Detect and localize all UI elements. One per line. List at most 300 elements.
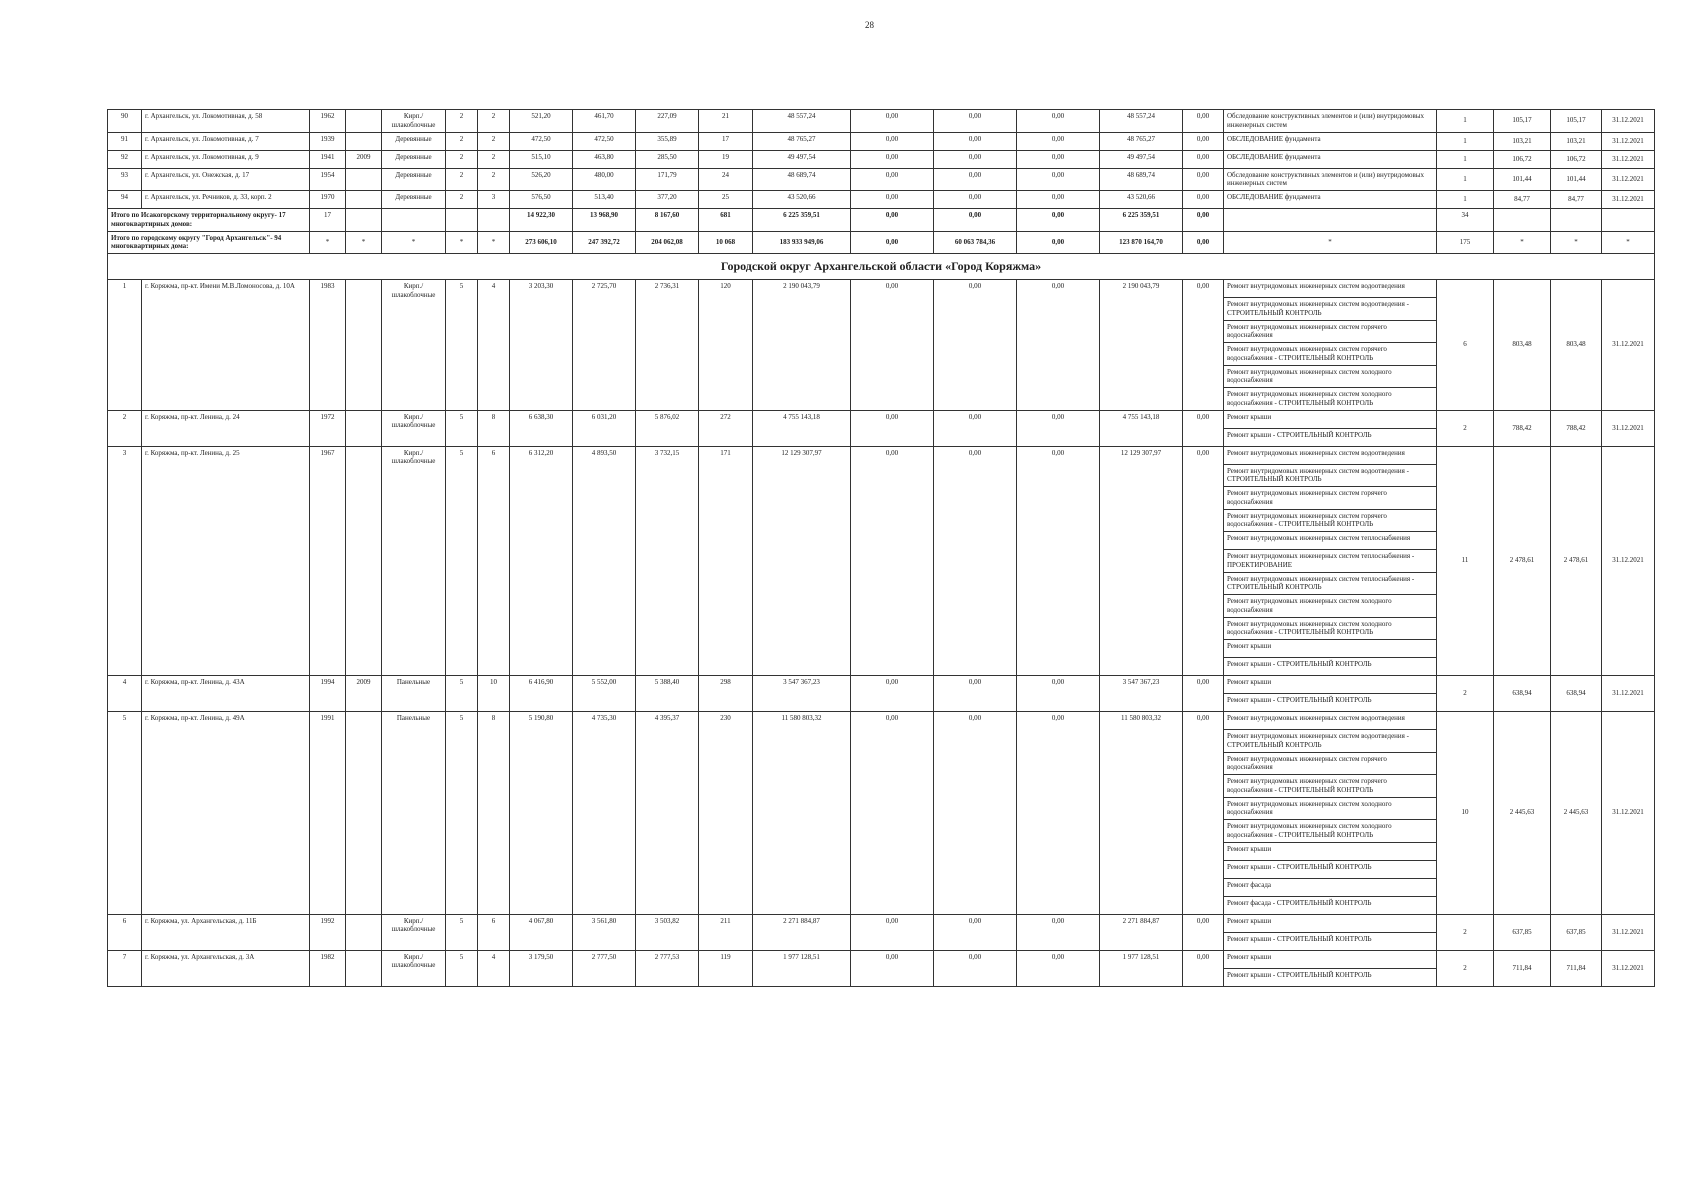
total-territory-area-total: 14 922,30 (510, 209, 573, 232)
cell-fund-other: 0,00 (1183, 132, 1224, 150)
cell-no: 2 (108, 410, 142, 446)
cell-fund-owners: 1 977 128,51 (1100, 950, 1183, 986)
cell-fund-local: 0,00 (1017, 950, 1100, 986)
cell-cost-per-m2-max: 106,72 (1551, 150, 1602, 168)
cell-area-residential: 377,20 (636, 191, 699, 209)
work-item: Ремонт внутридомовых инженерных систем теплоснабжения - СТРОИТЕЛЬНЫЙ КОНТРОЛЬ (1224, 573, 1436, 596)
cell-fund-local: 0,00 (1017, 132, 1100, 150)
table-row (108, 410, 1655, 446)
cell-area-total: 6 638,30 (510, 410, 573, 446)
cell-deadline: 31.12.2021 (1602, 676, 1655, 712)
work-item: Ремонт внутридомовых инженерных систем горячего водоснабжения - СТРОИТЕЛЬНЫЙ КОНТРОЛЬ (1224, 343, 1436, 366)
cell-area-total-premises: 463,80 (573, 150, 636, 168)
cell-entrances: 4 (478, 280, 510, 411)
cell-floors: 5 (446, 914, 478, 950)
cell-works (1224, 712, 1437, 915)
cell-count: 6 (1437, 280, 1494, 411)
cell-cost-per-m2: 711,84 (1494, 950, 1551, 986)
work-item: Ремонт крыши (1224, 411, 1436, 429)
cell-fund-federal: 0,00 (851, 410, 934, 446)
work-item: Ремонт крыши - СТРОИТЕЛЬНЫЙ КОНТРОЛЬ (1227, 970, 1372, 979)
cell-fund-subject: 0,00 (934, 280, 1017, 411)
cell-fund-other: 0,00 (1183, 914, 1224, 950)
cell-fund-subject: 0,00 (934, 914, 1017, 950)
cell-deadline: 31.12.2021 (1602, 110, 1655, 133)
cell-wall-material: Деревянные (382, 132, 446, 150)
cell-works (1224, 676, 1437, 712)
work-item: Ремонт внутридомовых инженерных систем горячего водоснабжения (1224, 753, 1436, 776)
cell-year-built: 1970 (310, 191, 346, 209)
cell-cost-total: 1 977 128,51 (753, 950, 851, 986)
cell-area-total: 521,20 (510, 110, 573, 133)
table-row (108, 191, 1655, 209)
work-item: ОБСЛЕДОВАНИЕ фундамента (1227, 152, 1321, 161)
section-title: Городской округ Архангельской области «Город Коряжма» (108, 254, 1655, 280)
total-territory-fund-other: 0,00 (1183, 209, 1224, 232)
total-city-count: 175 (1437, 231, 1494, 254)
cell-count: 11 (1437, 446, 1494, 676)
cell-no: 4 (108, 676, 142, 712)
work-item: Ремонт внутридомовых инженерных систем холодного водоснабжения - СТРОИТЕЛЬНЫЙ КОНТРОЛЬ (1224, 820, 1436, 843)
total-territory-area-residential: 8 167,60 (636, 209, 699, 232)
cell-cost-total: 49 497,54 (753, 150, 851, 168)
work-item: Ремонт фасада - СТРОИТЕЛЬНЫЙ КОНТРОЛЬ (1227, 898, 1372, 907)
cell-area-residential: 2 736,31 (636, 280, 699, 411)
cell-fund-federal: 0,00 (851, 168, 934, 191)
work-item: Ремонт внутридомовых инженерных систем теплоснабжения - ПРОЕКТИРОВАНИЕ (1224, 550, 1436, 573)
cell-floors: 5 (446, 712, 478, 915)
cell-area-total: 3 179,50 (510, 950, 573, 986)
cell-area-residential: 355,89 (636, 132, 699, 150)
cell-year-built: 1962 (310, 110, 346, 133)
cell-count: 1 (1437, 191, 1494, 209)
total-city-star: * (346, 231, 382, 254)
cell-fund-federal: 0,00 (851, 110, 934, 133)
work-item: Ремонт внутридомовых инженерных систем водоотведения - СТРОИТЕЛЬНЫЙ КОНТРОЛЬ (1224, 730, 1436, 753)
cell-entrances: 2 (478, 110, 510, 133)
cell-area-residential: 227,09 (636, 110, 699, 133)
cell-area-total-premises: 480,00 (573, 168, 636, 191)
cell-registered: 24 (699, 168, 753, 191)
total-city-registered: 10 068 (699, 231, 753, 254)
cell-year-built: 1941 (310, 150, 346, 168)
cell-fund-other: 0,00 (1183, 950, 1224, 986)
cell-wall-material: Кирп./ шлакоблочные (382, 410, 446, 446)
cell-area-total-premises: 461,70 (573, 110, 636, 133)
cell-deadline: 31.12.2021 (1602, 150, 1655, 168)
cell-deadline: 31.12.2021 (1602, 168, 1655, 191)
cell-fund-local: 0,00 (1017, 410, 1100, 446)
cell-fund-subject: 0,00 (934, 446, 1017, 676)
cell-registered: 298 (699, 676, 753, 712)
cell-count: 1 (1437, 168, 1494, 191)
cell-registered: 230 (699, 712, 753, 915)
work-item: Ремонт внутридомовых инженерных систем холодного водоснабжения - СТРОИТЕЛЬНЫЙ КОНТРОЛЬ (1224, 618, 1436, 641)
cell-fund-subject: 0,00 (934, 950, 1017, 986)
work-item: Ремонт внутридомовых инженерных систем водоотведения - СТРОИТЕЛЬНЫЙ КОНТРОЛЬ (1224, 298, 1436, 321)
work-item: Ремонт внутридомовых инженерных систем теплоснабжения (1224, 532, 1436, 550)
cell-registered: 120 (699, 280, 753, 411)
cell-cost-per-m2: 2 478,61 (1494, 446, 1551, 676)
cell-year-reconstruction (346, 168, 382, 191)
cell-year-reconstruction (346, 280, 382, 411)
cell-fund-federal: 0,00 (851, 676, 934, 712)
cell-wall-material: Деревянные (382, 191, 446, 209)
work-item: Ремонт внутридомовых инженерных систем водоотведения (1224, 447, 1436, 465)
cell-cost-total: 3 547 367,23 (753, 676, 851, 712)
cell-cost-per-m2-max: 803,48 (1551, 280, 1602, 411)
work-item: Ремонт крыши - СТРОИТЕЛЬНЫЙ КОНТРОЛЬ (1227, 660, 1372, 668)
cell-fund-federal: 0,00 (851, 712, 934, 915)
cell-works (1224, 950, 1437, 986)
cell-area-residential: 4 395,37 (636, 712, 699, 915)
cell-fund-local: 0,00 (1017, 168, 1100, 191)
work-item: Ремонт внутридомовых инженерных систем холодного водоснабжения (1224, 595, 1436, 618)
cell-registered: 19 (699, 150, 753, 168)
cell-year-reconstruction: 2009 (346, 150, 382, 168)
total-city-fund-subject: 60 063 784,36 (934, 231, 1017, 254)
cell-fund-other: 0,00 (1183, 110, 1224, 133)
cell-fund-federal: 0,00 (851, 150, 934, 168)
cell-floors: 5 (446, 410, 478, 446)
cell-fund-other: 0,00 (1183, 168, 1224, 191)
cell-cost-per-m2-max: 788,42 (1551, 410, 1602, 446)
total-city-fund-owners: 123 870 164,70 (1100, 231, 1183, 254)
table-top-body (108, 110, 1655, 209)
table-row (108, 150, 1655, 168)
cell-entrances: 6 (478, 914, 510, 950)
cell-year-reconstruction (346, 132, 382, 150)
cell-year-reconstruction: 2009 (346, 676, 382, 712)
cell-year-built: 1967 (310, 446, 346, 676)
cell-count: 2 (1437, 914, 1494, 950)
cell-fund-federal: 0,00 (851, 132, 934, 150)
cell-no: 6 (108, 914, 142, 950)
work-item: Ремонт внутридомовых инженерных систем водоотведения (1224, 712, 1436, 730)
cell-address: г. Архангельск, ул. Речников, д. 33, корп. 2 (142, 191, 310, 209)
cell-floors: 5 (446, 446, 478, 676)
cell-wall-material: Деревянные (382, 150, 446, 168)
cell-address: г. Коряжма, пр-кт. Ленина, д. 25 (142, 446, 310, 676)
cell-cost-per-m2-max: 637,85 (1551, 914, 1602, 950)
cell-registered: 171 (699, 446, 753, 676)
cell-no: 91 (108, 132, 142, 150)
total-city-star: * (382, 231, 446, 254)
work-item: Ремонт крыши (1224, 676, 1436, 694)
work-item: Ремонт внутридомовых инженерных систем холодного водоснабжения (1224, 366, 1436, 389)
cell-works (1224, 280, 1437, 411)
total-city-star: * (446, 231, 478, 254)
cell-floors: 2 (446, 132, 478, 150)
cell-works (1224, 914, 1437, 950)
work-item: Ремонт внутридомовых инженерных систем водоотведения - СТРОИТЕЛЬНЫЙ КОНТРОЛЬ (1224, 465, 1436, 488)
cell-fund-local: 0,00 (1017, 712, 1100, 915)
work-item: ОБСЛЕДОВАНИЕ фундамента (1227, 193, 1321, 201)
work-item: Ремонт крыши - СТРОИТЕЛЬНЫЙ КОНТРОЛЬ (1224, 861, 1436, 879)
cell-deadline: 31.12.2021 (1602, 191, 1655, 209)
cell-fund-subject: 0,00 (934, 676, 1017, 712)
cell-area-residential: 3 732,15 (636, 446, 699, 676)
cell-area-total-premises: 472,50 (573, 132, 636, 150)
cell-registered: 211 (699, 914, 753, 950)
cell-count: 2 (1437, 410, 1494, 446)
cell-cost-total: 4 755 143,18 (753, 410, 851, 446)
cell-year-built: 1972 (310, 410, 346, 446)
cell-registered: 21 (699, 110, 753, 133)
cell-fund-other: 0,00 (1183, 150, 1224, 168)
cell-address: г. Архангельск, ул. Онежская, д. 17 (142, 168, 310, 191)
cell-count: 1 (1437, 110, 1494, 133)
cell-cost-per-m2-max: 711,84 (1551, 950, 1602, 986)
cell-works (1224, 446, 1437, 676)
cell-address: г. Коряжма, пр-кт. Ленина, д. 49А (142, 712, 310, 915)
work-item: Ремонт внутридомовых инженерных систем холодного водоснабжения (1224, 798, 1436, 821)
cell-wall-material: Кирп./ шлакоблочные (382, 280, 446, 411)
cell-registered: 25 (699, 191, 753, 209)
work-item: Ремонт внутридомовых инженерных систем горячего водоснабжения (1224, 321, 1436, 344)
work-item: Ремонт крыши (1224, 843, 1436, 861)
cell-cost-total: 48 689,74 (753, 168, 851, 191)
work-item: Ремонт крыши (1224, 951, 1436, 969)
table-bottom-body (108, 280, 1655, 987)
section-row (108, 254, 1655, 280)
cell-year-built: 1991 (310, 712, 346, 915)
cell-cost-per-m2-max: 2 478,61 (1551, 446, 1602, 676)
cell-cost-total: 2 190 043,79 (753, 280, 851, 411)
cell-year-built: 1992 (310, 914, 346, 950)
cell-deadline: 31.12.2021 (1602, 950, 1655, 986)
cell-area-total-premises: 2 725,70 (573, 280, 636, 411)
cell-wall-material: Кирп./ шлакоблочные (382, 446, 446, 676)
table-row (108, 280, 1655, 411)
cell-cost-per-m2: 103,21 (1494, 132, 1551, 150)
cell-floors: 2 (446, 168, 478, 191)
cell-area-total: 576,50 (510, 191, 573, 209)
cell-count: 10 (1437, 712, 1494, 915)
cell-cost-per-m2-max: 105,17 (1551, 110, 1602, 133)
cell-floors: 2 (446, 110, 478, 133)
cell-works (1224, 410, 1437, 446)
work-item: Ремонт внутридомовых инженерных систем горячего водоснабжения - СТРОИТЕЛЬНЫЙ КОНТРОЛЬ (1224, 775, 1436, 798)
cell-deadline: 31.12.2021 (1602, 712, 1655, 915)
cell-deadline: 31.12.2021 (1602, 446, 1655, 676)
cell-entrances: 4 (478, 950, 510, 986)
cell-floors: 5 (446, 280, 478, 411)
total-city-star: * (478, 231, 510, 254)
cell-cost-per-m2-max: 103,21 (1551, 132, 1602, 150)
cell-area-total: 526,20 (510, 168, 573, 191)
cell-year-built: 1939 (310, 132, 346, 150)
cell-fund-federal: 0,00 (851, 191, 934, 209)
cell-area-residential: 5 388,40 (636, 676, 699, 712)
cell-cost-per-m2: 638,94 (1494, 676, 1551, 712)
work-item: Ремонт крыши (1224, 915, 1436, 933)
cell-area-residential: 5 876,02 (636, 410, 699, 446)
page-number: 28 (865, 20, 874, 30)
cell-deadline: 31.12.2021 (1602, 280, 1655, 411)
cell-area-total: 3 203,30 (510, 280, 573, 411)
work-item: Ремонт крыши - СТРОИТЕЛЬНЫЙ КОНТРОЛЬ (1227, 696, 1372, 704)
cell-entrances: 6 (478, 446, 510, 676)
cell-cost-per-m2: 637,85 (1494, 914, 1551, 950)
cell-fund-owners: 49 497,54 (1100, 150, 1183, 168)
cell-wall-material: Кирп./ шлакоблочные (382, 914, 446, 950)
work-item: Ремонт крыши (1224, 640, 1436, 658)
cell-area-total-premises: 6 031,20 (573, 410, 636, 446)
table-row (108, 132, 1655, 150)
cell-fund-subject: 0,00 (934, 191, 1017, 209)
cell-fund-local: 0,00 (1017, 446, 1100, 676)
cell-entrances: 2 (478, 168, 510, 191)
total-territory-fund-federal: 0,00 (851, 209, 934, 232)
cell-cost-per-m2-max: 638,94 (1551, 676, 1602, 712)
work-item: Ремонт внутридомовых инженерных систем водоотведения (1224, 280, 1436, 298)
cell-count: 1 (1437, 150, 1494, 168)
work-item: Ремонт внутридомовых инженерных систем горячего водоснабжения (1224, 487, 1436, 510)
cell-area-total: 6 416,90 (510, 676, 573, 712)
cell-area-residential: 285,50 (636, 150, 699, 168)
cell-cost-per-m2: 2 445,63 (1494, 712, 1551, 915)
total-city-star: * (1224, 231, 1437, 254)
cell-count: 2 (1437, 676, 1494, 712)
cell-cost-total: 2 271 884,87 (753, 914, 851, 950)
cell-no: 1 (108, 280, 142, 411)
cell-fund-local: 0,00 (1017, 280, 1100, 411)
cell-area-total: 472,50 (510, 132, 573, 150)
cell-area-residential: 3 503,82 (636, 914, 699, 950)
cell-deadline: 31.12.2021 (1602, 410, 1655, 446)
total-territory-fund-subject: 0,00 (934, 209, 1017, 232)
cell-no: 94 (108, 191, 142, 209)
cell-registered: 272 (699, 410, 753, 446)
cell-fund-owners: 48 557,24 (1100, 110, 1183, 133)
cell-entrances: 2 (478, 132, 510, 150)
total-row-territory (108, 209, 1655, 232)
cell-area-total-premises: 4 893,50 (573, 446, 636, 676)
cell-fund-other: 0,00 (1183, 712, 1224, 915)
total-city-fund-other: 0,00 (1183, 231, 1224, 254)
cell-fund-other: 0,00 (1183, 410, 1224, 446)
cell-fund-owners: 48 689,74 (1100, 168, 1183, 191)
total-city-area-premises: 247 392,72 (573, 231, 636, 254)
table-row (108, 110, 1655, 133)
cell-fund-federal: 0,00 (851, 446, 934, 676)
total-territory-registered: 681 (699, 209, 753, 232)
cell-fund-subject: 0,00 (934, 410, 1017, 446)
cell-cost-per-m2: 788,42 (1494, 410, 1551, 446)
cell-fund-subject: 0,00 (934, 110, 1017, 133)
cell-fund-local: 0,00 (1017, 191, 1100, 209)
cell-no: 92 (108, 150, 142, 168)
cell-year-reconstruction (346, 410, 382, 446)
cell-fund-local: 0,00 (1017, 150, 1100, 168)
cell-fund-other: 0,00 (1183, 446, 1224, 676)
total-city-star: * (1494, 231, 1551, 254)
cell-cost-total: 12 129 307,97 (753, 446, 851, 676)
cell-cost-per-m2: 106,72 (1494, 150, 1551, 168)
total-territory-fund-local: 0,00 (1017, 209, 1100, 232)
cell-cost-per-m2: 84,77 (1494, 191, 1551, 209)
cell-area-total: 6 312,20 (510, 446, 573, 676)
total-city-area-residential: 204 062,08 (636, 231, 699, 254)
work-item: Обследование конструктивных элементов и (или) внутридомовых инженерных систем (1227, 170, 1425, 188)
cell-fund-owners: 43 520,66 (1100, 191, 1183, 209)
cell-area-residential: 2 777,53 (636, 950, 699, 986)
table-row (108, 712, 1655, 915)
cell-entrances: 10 (478, 676, 510, 712)
cell-year-built: 1982 (310, 950, 346, 986)
cell-fund-owners: 48 765,27 (1100, 132, 1183, 150)
cell-cost-total: 43 520,66 (753, 191, 851, 209)
work-item: Ремонт внутридомовых инженерных систем холодного водоснабжения - СТРОИТЕЛЬНЫЙ КОНТРОЛЬ (1227, 390, 1392, 407)
cell-area-total: 4 067,80 (510, 914, 573, 950)
cell-deadline: 31.12.2021 (1602, 914, 1655, 950)
cell-works (1224, 132, 1437, 150)
cell-cost-per-m2: 803,48 (1494, 280, 1551, 411)
cell-fund-subject: 0,00 (934, 150, 1017, 168)
cell-fund-local: 0,00 (1017, 914, 1100, 950)
cell-count: 2 (1437, 950, 1494, 986)
cell-floors: 5 (446, 950, 478, 986)
cell-wall-material: Кирп./ шлакоблочные (382, 110, 446, 133)
cell-area-total: 515,10 (510, 150, 573, 168)
cell-area-total-premises: 2 777,50 (573, 950, 636, 986)
cell-address: г. Коряжма, пр-кт. Ленина, д. 24 (142, 410, 310, 446)
cell-floors: 5 (446, 676, 478, 712)
cell-deadline: 31.12.2021 (1602, 132, 1655, 150)
total-city-fund-federal: 0,00 (851, 231, 934, 254)
cell-address: г. Коряжма, ул. Архангельская, д. 3А (142, 950, 310, 986)
cell-year-reconstruction (346, 712, 382, 915)
total-city-star: * (310, 231, 346, 254)
cell-area-residential: 171,79 (636, 168, 699, 191)
cell-fund-local: 0,00 (1017, 676, 1100, 712)
cell-cost-total: 48 765,27 (753, 132, 851, 150)
total-territory-count: 34 (1437, 209, 1494, 232)
cell-registered: 17 (699, 132, 753, 150)
cell-fund-federal: 0,00 (851, 280, 934, 411)
cell-no: 7 (108, 950, 142, 986)
cell-cost-total: 11 580 803,32 (753, 712, 851, 915)
total-city-label: Итого по городскому округу "Город Архангельск"- 94 многоквартирных дома: (108, 231, 310, 254)
total-city-area-total: 273 606,10 (510, 231, 573, 254)
cell-fund-subject: 0,00 (934, 132, 1017, 150)
total-territory-label: Итого по Исакогорскому территориальному округу- 17 многоквартирных домов: (108, 209, 310, 232)
cell-fund-other: 0,00 (1183, 191, 1224, 209)
table-row (108, 950, 1655, 986)
cell-cost-per-m2-max: 2 445,63 (1551, 712, 1602, 915)
total-territory-cost: 6 225 359,51 (753, 209, 851, 232)
cell-fund-owners: 11 580 803,32 (1100, 712, 1183, 915)
total-city-star: * (1602, 231, 1655, 254)
cell-wall-material: Кирп./ шлакоблочные (382, 950, 446, 986)
total-city-fund-local: 0,00 (1017, 231, 1100, 254)
cell-fund-local: 0,00 (1017, 110, 1100, 133)
work-item: Ремонт фасада (1224, 879, 1436, 897)
cell-works (1224, 168, 1437, 191)
cell-area-total-premises: 5 552,00 (573, 676, 636, 712)
cell-works (1224, 110, 1437, 133)
cell-count: 1 (1437, 132, 1494, 150)
cell-address: г. Коряжма, ул. Архангельская, д. 11Б (142, 914, 310, 950)
cell-entrances: 8 (478, 712, 510, 915)
cell-no: 93 (108, 168, 142, 191)
total-territory-area-premises: 13 968,90 (573, 209, 636, 232)
cell-area-total: 5 190,80 (510, 712, 573, 915)
cell-cost-per-m2-max: 101,44 (1551, 168, 1602, 191)
cell-fund-other: 0,00 (1183, 676, 1224, 712)
cell-address: г. Коряжма, пр-кт. Имени М.В.Ломоносова, д. 10А (142, 280, 310, 411)
